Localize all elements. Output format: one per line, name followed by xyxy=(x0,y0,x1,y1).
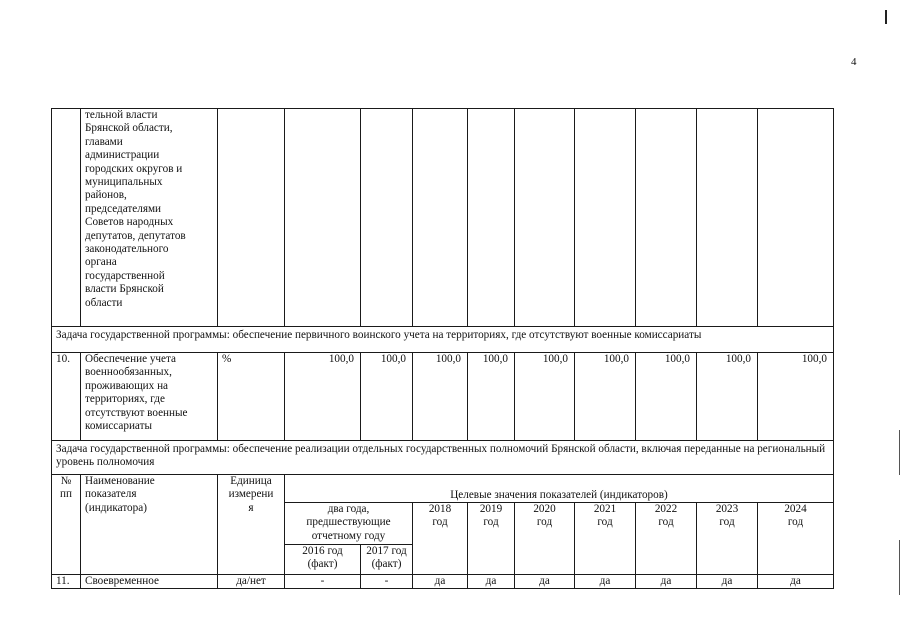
header-line: № xyxy=(60,475,72,487)
name-line: Советов народных xyxy=(85,216,174,229)
cell-value: 100,0 xyxy=(413,353,468,441)
cell-value: да xyxy=(413,575,468,589)
header-year xyxy=(413,503,468,575)
header-year-word: год xyxy=(658,516,674,529)
cell-name: Своевременное xyxy=(81,575,218,589)
table-row-11 xyxy=(52,575,834,589)
header-year-word: год xyxy=(719,516,735,529)
cell-no: 11. xyxy=(52,575,81,589)
header-line: измерени xyxy=(228,488,274,501)
cell-value: да xyxy=(515,575,575,589)
cell-unit: да/нет xyxy=(218,575,285,589)
header-line: Единица xyxy=(230,475,272,487)
header-fact-2016 xyxy=(285,545,361,575)
cell-value: да xyxy=(697,575,758,589)
header-year-word: год xyxy=(536,516,553,529)
cell-value: 100,0 xyxy=(697,353,758,441)
header-line: показателя xyxy=(85,488,137,501)
page-number: 4 xyxy=(851,56,857,68)
header-line: отчетному году xyxy=(311,529,386,542)
name-line: отсутствуют военные xyxy=(85,406,188,419)
name-line: председателями xyxy=(85,202,162,215)
scan-edge-line xyxy=(899,430,900,475)
cell-name xyxy=(81,109,218,327)
header-year xyxy=(468,503,515,575)
header-year xyxy=(758,503,834,575)
task-row xyxy=(52,327,834,353)
cell-value xyxy=(468,109,515,327)
header-line: (факт) xyxy=(307,558,338,571)
scan-edge-line xyxy=(899,540,900,595)
header-line: Наименование xyxy=(85,475,155,487)
cell-value: - xyxy=(361,575,413,589)
table-row-10 xyxy=(52,353,834,441)
name-line: государственной xyxy=(85,269,165,282)
header-line: 2017 год xyxy=(366,545,407,557)
cell-value: 100,0 xyxy=(575,353,636,441)
header-year xyxy=(636,503,697,575)
scan-edge-mark xyxy=(885,10,887,24)
cell-value: 100,0 xyxy=(285,353,361,441)
cell-value xyxy=(697,109,758,327)
header-year-word: год xyxy=(597,516,613,529)
header-year-number: 2018 xyxy=(428,503,452,515)
cell-value: да xyxy=(636,575,697,589)
header-line: я xyxy=(248,501,254,514)
header-row xyxy=(52,475,834,503)
cell-no xyxy=(52,109,81,327)
cell-value: - xyxy=(285,575,361,589)
cell-name xyxy=(81,353,218,441)
header-year-number: 2021 xyxy=(593,503,617,515)
cell-value xyxy=(636,109,697,327)
name-line: территориях, где xyxy=(85,393,165,406)
cell-value: 100,0 xyxy=(361,353,413,441)
header-no xyxy=(52,475,81,575)
header-year-number: 2023 xyxy=(715,503,739,515)
indicators-table xyxy=(51,108,834,589)
cell-unit xyxy=(218,109,285,327)
cell-value xyxy=(285,109,361,327)
header-line: 2016 год xyxy=(302,545,343,557)
cell-value: 100,0 xyxy=(515,353,575,441)
name-line: главами xyxy=(85,135,123,148)
header-year xyxy=(697,503,758,575)
cell-value: 100,0 xyxy=(468,353,515,441)
header-unit xyxy=(218,475,285,575)
cell-value xyxy=(413,109,468,327)
name-line: законодательного xyxy=(85,243,169,256)
cell-value xyxy=(575,109,636,327)
cell-value xyxy=(361,109,413,327)
name-line: органа xyxy=(85,256,117,269)
header-year xyxy=(575,503,636,575)
header-line: пп xyxy=(60,488,72,501)
name-line: муниципальных xyxy=(85,176,163,189)
table-row-continuation xyxy=(52,109,834,327)
header-line: (факт) xyxy=(371,558,402,571)
cell-value xyxy=(515,109,575,327)
header-year-number: 2019 xyxy=(479,503,503,515)
name-line: проживающих на xyxy=(85,379,169,392)
name-line: области xyxy=(85,296,123,309)
name-line: военнообязанных, xyxy=(85,366,172,379)
cell-value xyxy=(758,109,834,327)
header-year-word: год xyxy=(787,516,804,529)
name-line: районов, xyxy=(85,189,127,202)
cell-unit: % xyxy=(218,353,285,441)
header-targets-title: Целевые значения показателей (индикаторов) xyxy=(285,475,834,503)
header-year-word: год xyxy=(483,516,499,529)
header-line: предшествующие xyxy=(306,516,391,529)
header-year-word: год xyxy=(432,516,448,529)
task-row xyxy=(52,441,834,475)
header-name xyxy=(81,475,218,575)
header-fact-2017 xyxy=(361,545,413,575)
name-line: комиссариаты xyxy=(85,420,153,433)
name-line: администрации xyxy=(85,149,160,162)
header-year-number: 2022 xyxy=(654,503,678,515)
header-year-number: 2020 xyxy=(533,503,556,515)
name-line: Обеспечение учета xyxy=(85,353,177,365)
header-line: (индикатора) xyxy=(85,501,147,514)
name-line: власти Брянской xyxy=(85,283,164,296)
header-prior-years xyxy=(285,503,413,545)
header-year xyxy=(515,503,575,575)
cell-value: 100,0 xyxy=(758,353,834,441)
cell-value: да xyxy=(468,575,515,589)
header-year-number: 2024 xyxy=(784,503,807,515)
name-line: депутатов, депутатов xyxy=(85,229,186,242)
name-line: тельной власти xyxy=(85,109,158,121)
cell-value: да xyxy=(758,575,834,589)
task-text: Задача государственной программы: обеспечение первичного воинского учета на территориях, где отсутствуют военные комиссариаты xyxy=(52,327,834,353)
cell-value: 100,0 xyxy=(636,353,697,441)
name-line: Брянской области, xyxy=(85,122,173,135)
task-text: Задача государственной программы: обеспечение реализации отдельных государственных полномочий Брянской области, включая переданные на региональный уровень полномочия xyxy=(52,441,834,475)
header-line: два года, xyxy=(327,503,370,515)
cell-no: 10. xyxy=(52,353,81,441)
cell-value: да xyxy=(575,575,636,589)
name-line: городских округов и xyxy=(85,162,183,175)
